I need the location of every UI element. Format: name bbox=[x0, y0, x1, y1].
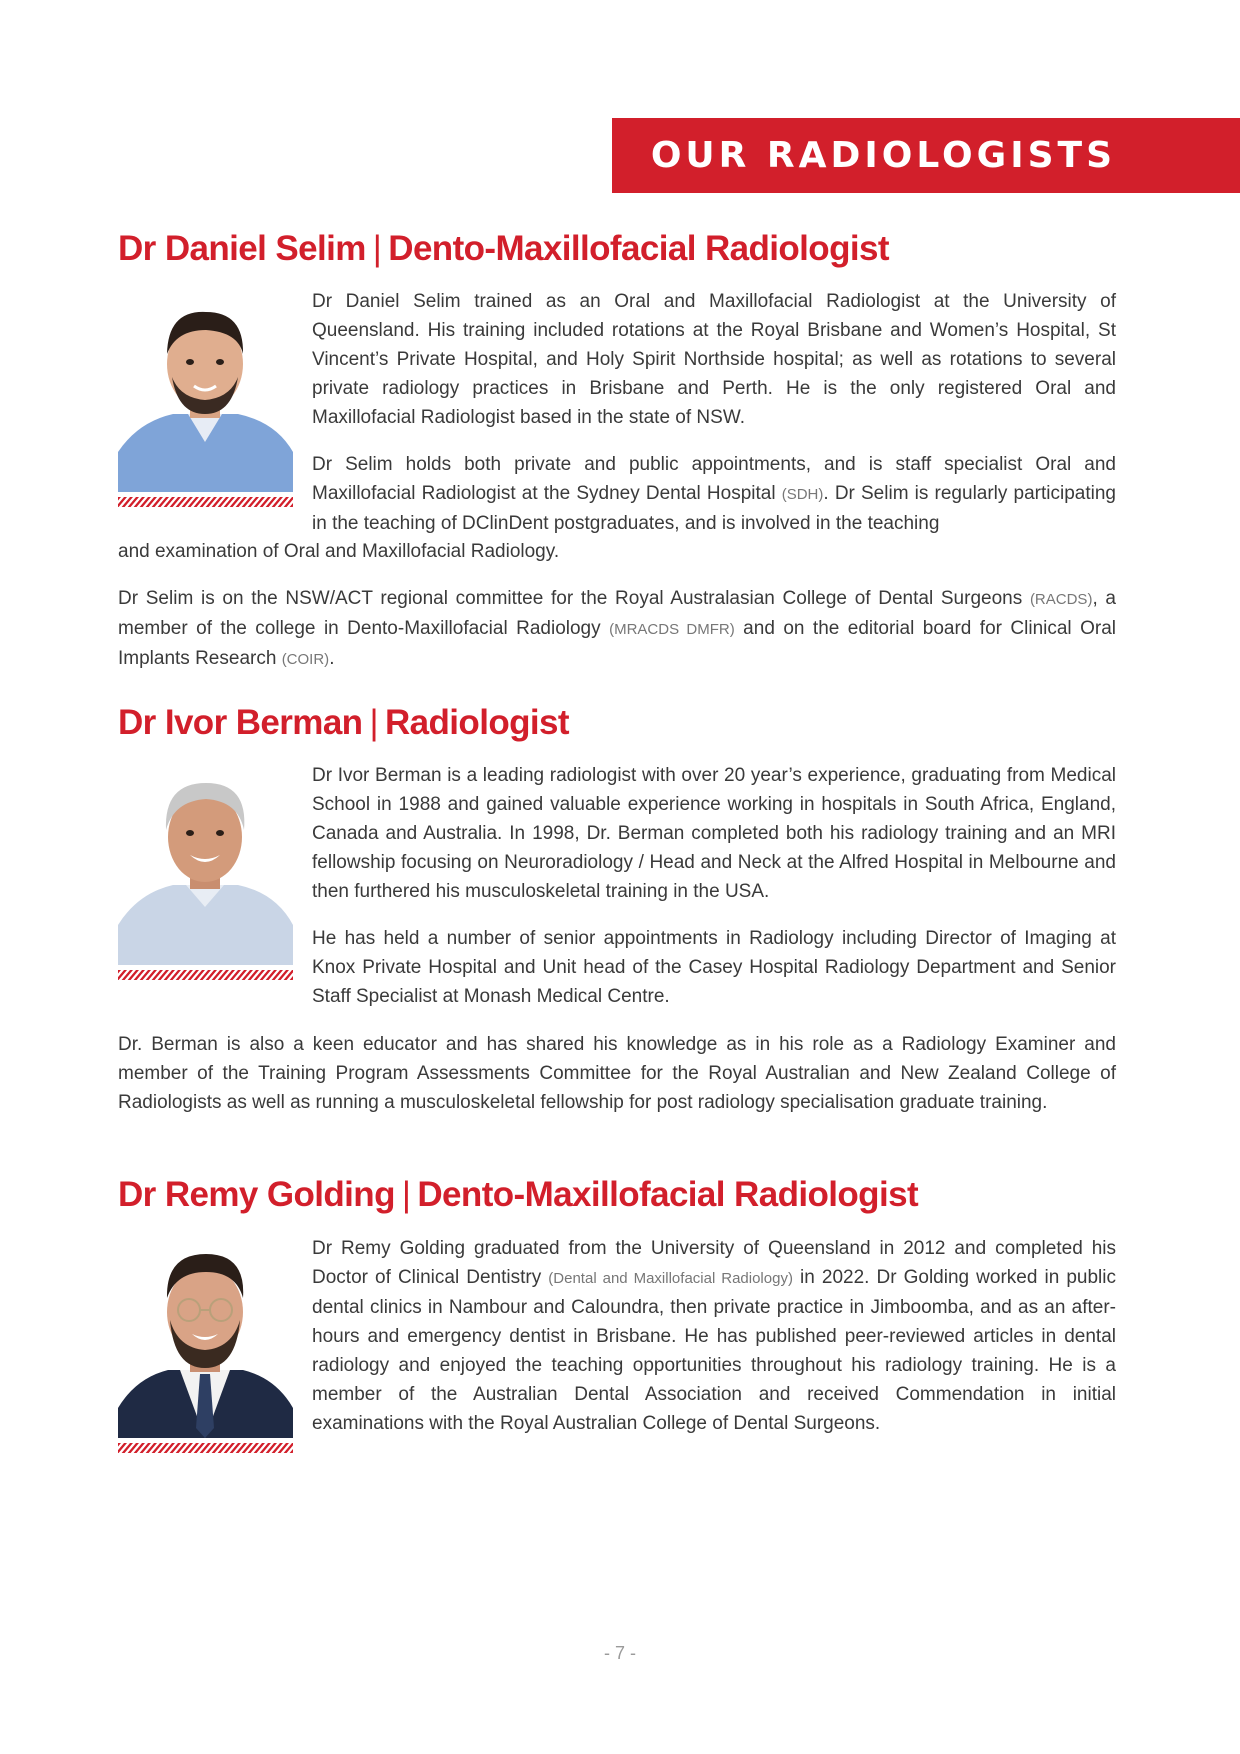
section-banner bbox=[612, 118, 1240, 193]
text: Dr. Berman is also a keen educator and has shared his knowledge as in his role as a Radiology Examiner and member of the Training Program Assessments Committee for the Royal Australian and New Zealand College of Radiologists as well as running a musculoskeletal fellowship for post radiology specialisation graduate training. bbox=[118, 1034, 1116, 1113]
doctor-role: Dento-Maxillofacial Radiologist bbox=[417, 1175, 918, 1214]
doctor-role: Dento-Maxillofacial Radiologist bbox=[388, 229, 889, 268]
heading-separator: | bbox=[369, 703, 378, 742]
text: Dr Selim is on the NSW/ACT regional committee for the Royal Australasian College of Dental Surgeons bbox=[118, 588, 1023, 609]
abbreviation: (COIR) bbox=[281, 651, 330, 668]
text: Dr Ivor Berman is a leading radiologist with over 20 year’s experience, graduating from Medical School in 1988 and gained valuable experience working in hospitals in South Africa, England, Canada and Australia. In 1998, Dr. Berman completed both his radiology training and an MRI fellowship focusing on Neuroradiology / Head and Neck at the Alfred Hospital in Melbourne and then furthered his musculoskeletal training in the USA. bbox=[312, 765, 1116, 902]
photo-remy-golding bbox=[118, 1248, 293, 1453]
doctor-heading-golding bbox=[118, 1175, 918, 1215]
photo-daniel-selim bbox=[118, 302, 293, 507]
portrait-image bbox=[118, 775, 293, 965]
doctor-heading-selim bbox=[118, 229, 889, 269]
decorative-stripe bbox=[118, 1443, 293, 1453]
decorative-stripe bbox=[118, 970, 293, 980]
doctor-name: Dr Ivor Berman bbox=[118, 703, 363, 742]
heading-separator: | bbox=[372, 229, 382, 268]
text: in 2022. Dr Golding worked in public dental clinics in Nambour and Caloundra, then private practice in Jimboomba, and as an after-hours and emergency dentist in Brisbane. He has published peer-reviewed articles in dental radiology and enjoyed the teaching opportunities throughout his radiology training. He is a member of the Australian Dental Association and received Commendation in initial examinations with the Royal Australian College of Dental Surgeons. bbox=[312, 1267, 1116, 1434]
decorative-stripe bbox=[118, 497, 293, 507]
paragraph bbox=[312, 761, 1116, 906]
text: and examination of Oral and Maxillofacial Radiology. bbox=[118, 541, 560, 562]
text: Dr Daniel Selim trained as an Oral and Maxillofacial Radiologist at the University of Queensland. His training included rotations at the Royal Brisbane and Women’s Hospital, St Vincent’s Private Hospital, and Holy Spirit Northside hospital; as well as rotations to several private radiology practices in Brisbane and Perth. He is the only registered Oral and Maxillofacial Radiologist based in the state of NSW. bbox=[312, 291, 1116, 428]
abbreviation: (SDH) bbox=[781, 486, 824, 503]
text: Dr Remy Golding graduated from the University of Queensland in 2012 and completed his Doctor of Clinical Dentistry bbox=[312, 1238, 1116, 1288]
doctor-name: Dr Daniel Selim bbox=[118, 229, 366, 268]
abbreviation: (MRACDS DMFR) bbox=[609, 621, 735, 638]
paragraph bbox=[118, 537, 1116, 566]
photo-ivor-berman bbox=[118, 775, 293, 980]
doctor-role: Radiologist bbox=[384, 703, 569, 742]
paragraph bbox=[312, 287, 1116, 432]
text: . Dr Selim is regularly participating in the teaching of DClinDent postgraduates, and is involved in the teaching bbox=[312, 483, 1116, 534]
abbreviation: (Dental and Maxillofacial Radiology) bbox=[548, 1270, 793, 1287]
page-number: - 7 - bbox=[603, 1643, 636, 1663]
portrait-image bbox=[118, 1248, 293, 1438]
paragraph bbox=[118, 1030, 1116, 1117]
portrait-image bbox=[118, 302, 293, 492]
heading-separator: | bbox=[401, 1175, 411, 1214]
text: He has held a number of senior appointments in Radiology including Director of Imaging at Knox Private Hospital and Unit head of the Casey Hospital Radiology Department and Senior Staff Specialist at Monash Medical Centre. bbox=[312, 928, 1116, 1007]
text: , a member of the college in Dento-Maxillofacial Radiology bbox=[118, 588, 1116, 639]
text: and on the editorial board for Clinical Oral Implants Research bbox=[118, 618, 1116, 669]
paragraph bbox=[118, 584, 1116, 674]
doctor-name: Dr Remy Golding bbox=[118, 1175, 395, 1214]
paragraph bbox=[312, 450, 1116, 538]
abbreviation: (RACDS) bbox=[1029, 591, 1093, 608]
doctor-heading-berman bbox=[118, 703, 569, 743]
banner-title: OUR RADIOLOGISTS bbox=[650, 135, 1116, 176]
text: Dr Selim holds both private and public appointments, and is staff specialist Oral and Maxillofacial Radiologist at the Sydney Dental Hospital bbox=[312, 454, 1116, 504]
paragraph bbox=[312, 1234, 1116, 1438]
paragraph bbox=[312, 924, 1116, 1011]
text: . bbox=[329, 648, 335, 669]
